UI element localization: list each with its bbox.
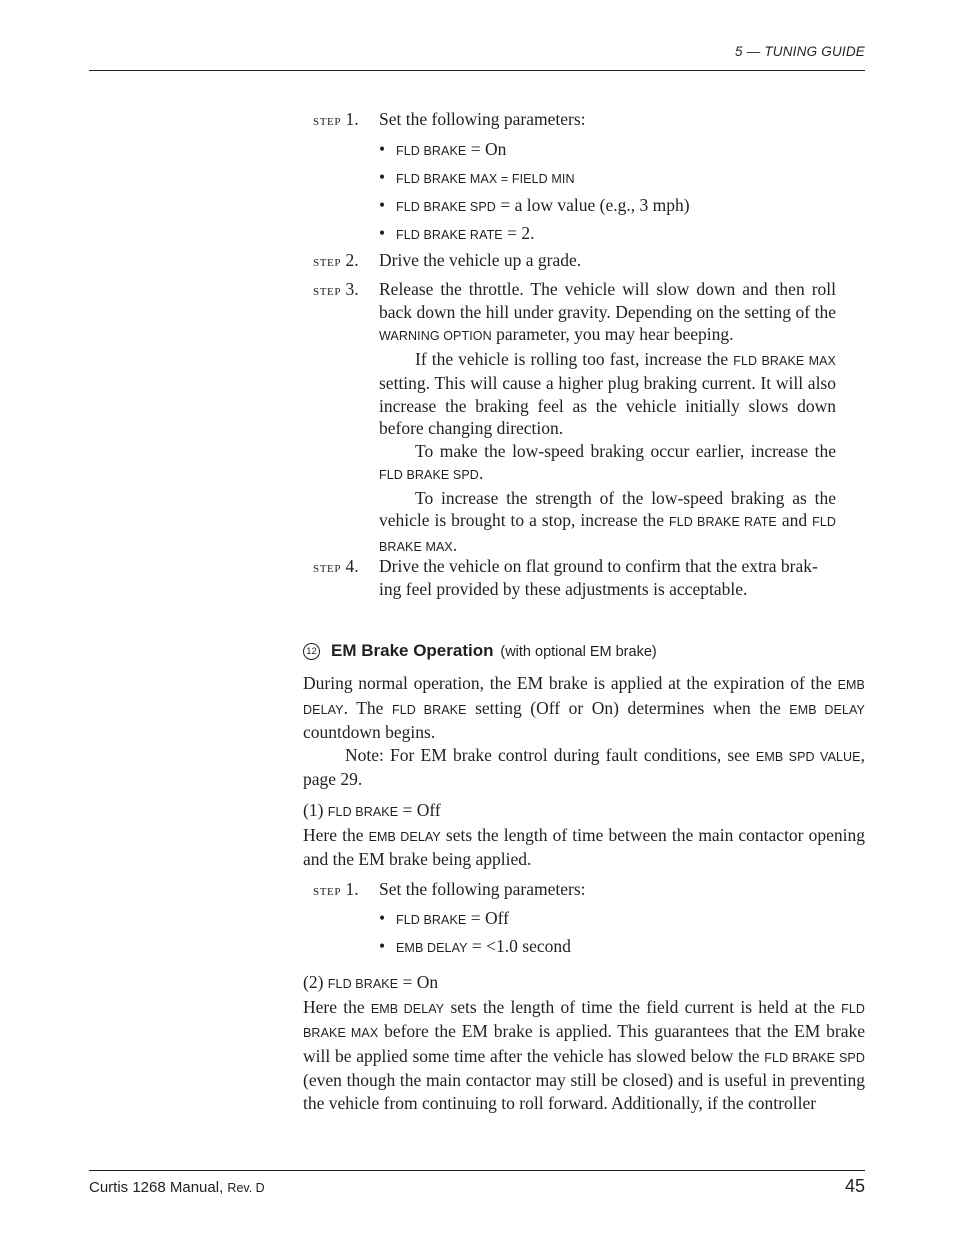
step-3 — [313, 278, 836, 558]
step-text: To increase the strength of the low-speed braking as the vehicle is brought to a stop, increase the FLD BRAKE RATE and FLD BRAKE MAX. — [379, 487, 836, 555]
step-label: step 4. — [313, 556, 359, 576]
case-label: (1) FLD BRAKE = Off — [303, 800, 441, 820]
list-item: • FLD BRAKE = On — [379, 139, 690, 167]
step-label: step 3. — [313, 279, 359, 299]
circled-number: 12 — [303, 643, 320, 660]
list-item: • FLD BRAKE SPD = a low value (e.g., 3 mph) — [379, 195, 690, 223]
step-label: step 1. — [313, 879, 359, 899]
case-2 — [303, 971, 865, 1114]
footer-rule — [89, 1170, 865, 1171]
step-text: To make the low-speed braking occur earlier, increase the FLD BRAKE SPD. — [379, 440, 836, 483]
step-1 — [313, 108, 836, 131]
parameter-list — [379, 139, 690, 251]
step-text: Release the throttle. The vehicle will slow down and then roll back down the hill under gravity. Depending on the setting of the WARNING OPTION parameter, you may hear beeping. — [379, 279, 836, 344]
intro-paragraph: During normal operation, the EM brake is applied at the expiration of the EMB DELAY. The FLD BRAKE setting (Off or On) determines when the EMB DELAY countdown begins. Note: For EM brake control during fault conditions, see EMB SPD VALUE, page 29. — [303, 673, 865, 789]
page-number: 45 — [844, 1176, 865, 1196]
list-item: • FLD BRAKE MAX = FIELD MIN — [379, 167, 690, 195]
list-item: • FLD BRAKE = Off — [379, 908, 571, 936]
section-subtitle: (with optional EM brake) — [500, 644, 657, 660]
step-label: step 1. — [313, 109, 359, 129]
section-heading — [303, 640, 657, 661]
header-rule — [89, 70, 865, 71]
running-header: 5 — TUNING GUIDE — [735, 44, 865, 59]
step-text: Drive the vehicle up a grade. — [379, 250, 582, 270]
step-label: step 2. — [313, 250, 359, 270]
footer-manual: Curtis 1268 Manual, Rev. D — [89, 1179, 265, 1196]
step-b-1 — [313, 878, 836, 901]
step-4 — [313, 555, 836, 600]
case-label: (2) FLD BRAKE = On — [303, 972, 439, 992]
list-item: • FLD BRAKE RATE = 2. — [379, 223, 690, 251]
case-text: Here the EMB DELAY sets the length of time the field current is held at the FLD BRAKE MAX before the EM brake is applied. This guarantees that the EM brake will be applied some time after the vehicle has slowed below the FLD BRAKE SPD (even though the main contactor may still be closed) and is useful in preventing the vehicle from continuing to roll forward. Additionally, if the controller — [303, 996, 865, 1113]
parameter-list — [379, 908, 571, 964]
step-text: Set the following parameters: — [379, 879, 586, 899]
step-text: Drive the vehicle on flat ground to confirm that the extra brak- ing feel provided by these adjustments is acceptable. — [379, 556, 818, 599]
note: Note: For EM brake control during fault conditions, see EMB SPD VALUE, page 29. — [303, 744, 865, 789]
case-text: Here the EMB DELAY sets the length of time between the main contactor opening and the EM brake being applied. — [303, 824, 865, 869]
case-1 — [303, 799, 865, 871]
step-text: If the vehicle is rolling too fast, increase the FLD BRAKE MAX setting. This will cause a higher plug braking current. It will also increase the braking feel as the vehicle initially slows down before changing direction. — [379, 348, 836, 438]
section-title: EM Brake Operation — [331, 641, 494, 660]
step-2 — [313, 249, 836, 272]
step-text: Set the following parameters: — [379, 109, 586, 129]
list-item: • EMB DELAY = <1.0 second — [379, 936, 571, 964]
